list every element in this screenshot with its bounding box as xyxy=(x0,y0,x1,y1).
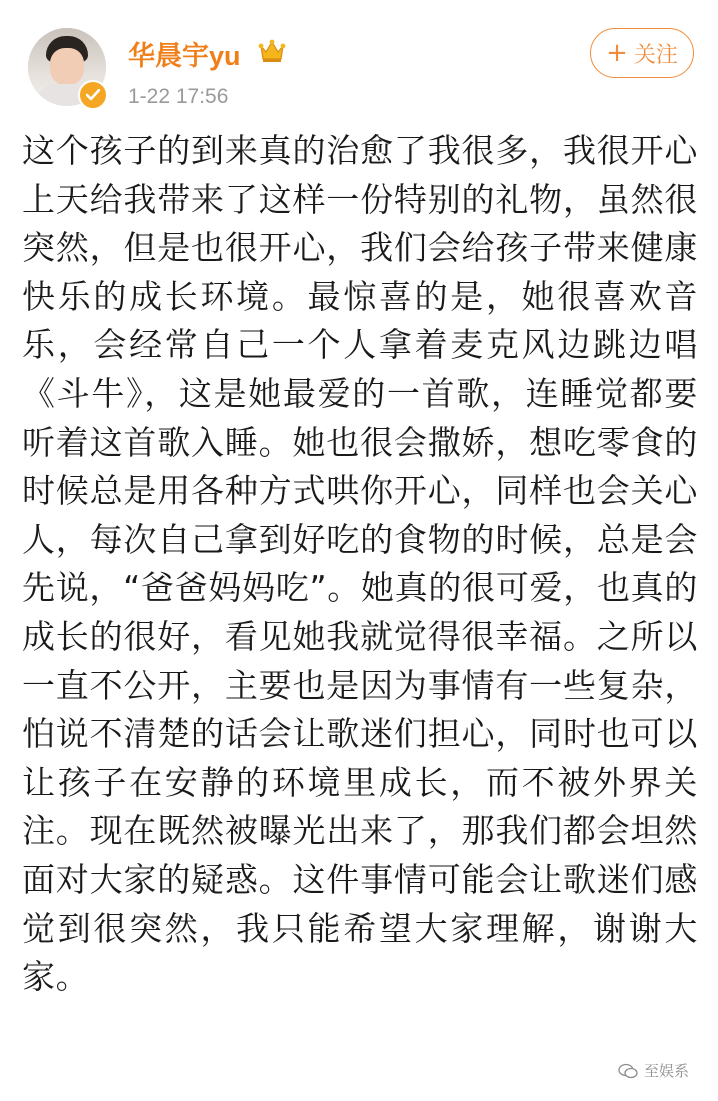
watermark-text: 至娱系 xyxy=(644,1062,690,1080)
username[interactable]: 华晨宇yu xyxy=(128,41,241,71)
post-body-text: 这个孩子的到来真的治愈了我很多，我很开心上天给我带来了这样一份特别的礼物，虽然很突然，但是也很开心，我们会给孩子带来健康快乐的成长环境。最惊喜的是，她很喜欢音乐，会经常自己一个人拿着麦克风边跳边唱《斗牛》，这是她最爱的一首歌，连睡觉都要听着这首歌入睡。她也很会撒娇，想吃零食的时候总是用各种方式哄你开心，同样也会关心人，每次自己拿到好吃的食物的时候，总是会先说，“爸爸妈妈吃”。她真的很可爱，也真的成长的很好，看见她我就觉得很幸福。之所以一直不公开，主要也是因为事情有一些复杂，怕说不清楚的话会让歌迷们担心，同时也可以让孩子在安静的环境里成长，而不被外界关注。现在既然被曝光出来了，那我们都会坦然面对大家的疑惑。这件事情可能会让歌迷们感觉到很突然，我只能希望大家理解，谢谢大家。 xyxy=(22,131,698,997)
watermark xyxy=(618,1060,689,1081)
plus-icon: + xyxy=(606,38,628,68)
verified-badge-icon xyxy=(78,80,108,110)
follow-button[interactable] xyxy=(590,28,694,78)
avatar-face xyxy=(50,48,84,86)
crown-icon xyxy=(258,38,286,64)
post-timestamp: 1-22 17:56 xyxy=(128,85,229,108)
post-header xyxy=(0,0,718,120)
wechat-icon xyxy=(618,1063,638,1079)
follow-label: 关注 xyxy=(633,42,678,68)
